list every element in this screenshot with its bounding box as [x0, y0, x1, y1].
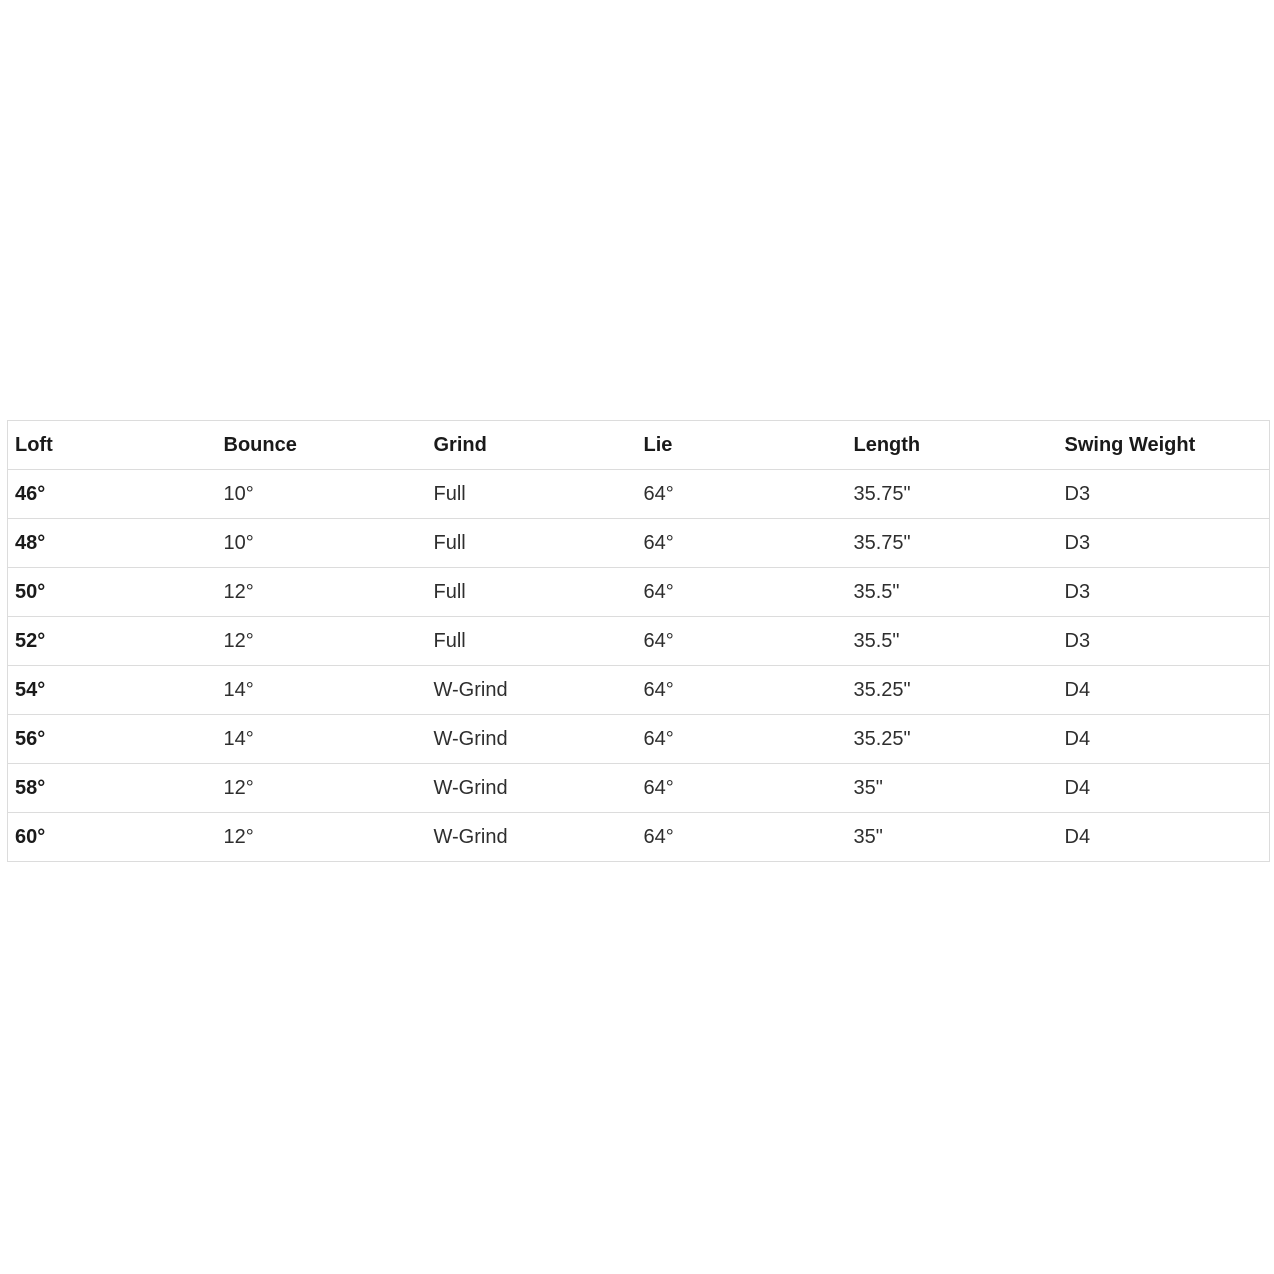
- header-bounce: Bounce: [217, 421, 427, 470]
- cell-swing-weight: D3: [1058, 617, 1270, 666]
- cell-length: 35.75": [847, 519, 1058, 568]
- cell-grind: W-Grind: [433, 825, 508, 848]
- cell-grind: Full: [427, 617, 637, 666]
- cell-lie: 64°: [637, 715, 847, 764]
- cell-loft: 46°: [8, 470, 217, 519]
- table-row: [8, 764, 1270, 813]
- cell-lie: 64°: [643, 825, 674, 848]
- cell-bounce: 10°: [217, 519, 427, 568]
- table-body: [8, 470, 1270, 862]
- cell-swing-weight: D3: [1058, 519, 1270, 568]
- cell-bounce: 14°: [217, 666, 427, 715]
- cell-loft: 56°: [8, 715, 217, 764]
- cell-bounce: 14°: [217, 715, 427, 764]
- cell-swing-weight: D4: [1058, 764, 1270, 813]
- header-length: Length: [847, 421, 1058, 470]
- table-row: [8, 715, 1270, 764]
- cell-bounce: 12°: [217, 617, 427, 666]
- wedge-spec-table: [7, 420, 1270, 862]
- spec-table-container: [7, 420, 1269, 862]
- cell-swing-weight: D3: [1058, 470, 1270, 519]
- cell-lie: 64°: [637, 568, 847, 617]
- cell-length: 35.75": [847, 470, 1058, 519]
- cell-grind: W-Grind: [427, 715, 637, 764]
- header-loft: Loft: [8, 421, 217, 470]
- cell-bounce: 12°: [217, 764, 427, 813]
- table-row: [8, 813, 1270, 862]
- cell-swing-weight: D4: [1064, 825, 1091, 848]
- cell-grind: Full: [427, 568, 637, 617]
- cell-lie: 64°: [637, 617, 847, 666]
- cell-lie: 64°: [637, 666, 847, 715]
- table-row: [8, 617, 1270, 666]
- cell-loft: 48°: [8, 519, 217, 568]
- cell-length: 35": [847, 764, 1058, 813]
- cell-loft: 54°: [8, 666, 217, 715]
- cell-bounce: 10°: [217, 470, 427, 519]
- cell-length: 35.25": [847, 666, 1058, 715]
- table-row: [8, 519, 1270, 568]
- table-header-row: [8, 421, 1270, 470]
- header-grind: Grind: [427, 421, 637, 470]
- cell-bounce: 12°: [223, 825, 254, 848]
- cell-bounce: 12°: [217, 568, 427, 617]
- cell-grind: W-Grind: [427, 666, 637, 715]
- cell-swing-weight: D3: [1058, 568, 1270, 617]
- cell-grind: Full: [427, 470, 637, 519]
- cell-lie: 64°: [637, 764, 847, 813]
- header-lie: Lie: [637, 421, 847, 470]
- cell-swing-weight: D4: [1058, 715, 1270, 764]
- cell-loft: 52°: [8, 617, 217, 666]
- cell-length: 35.25": [847, 715, 1058, 764]
- table-row: [8, 470, 1270, 519]
- cell-loft: 60°: [15, 825, 46, 848]
- cell-loft: 58°: [8, 764, 217, 813]
- table-row: [8, 666, 1270, 715]
- header-swing-weight: Swing Weight: [1058, 421, 1270, 470]
- cell-loft: 50°: [8, 568, 217, 617]
- cell-lie: 64°: [637, 519, 847, 568]
- cell-grind: W-Grind: [427, 764, 637, 813]
- cell-length: 35.5": [847, 568, 1058, 617]
- table-row: [8, 568, 1270, 617]
- cell-grind: Full: [427, 519, 637, 568]
- cell-length: 35.5": [847, 617, 1058, 666]
- cell-length: 35": [853, 825, 883, 848]
- cell-lie: 64°: [637, 470, 847, 519]
- cell-swing-weight: D4: [1058, 666, 1270, 715]
